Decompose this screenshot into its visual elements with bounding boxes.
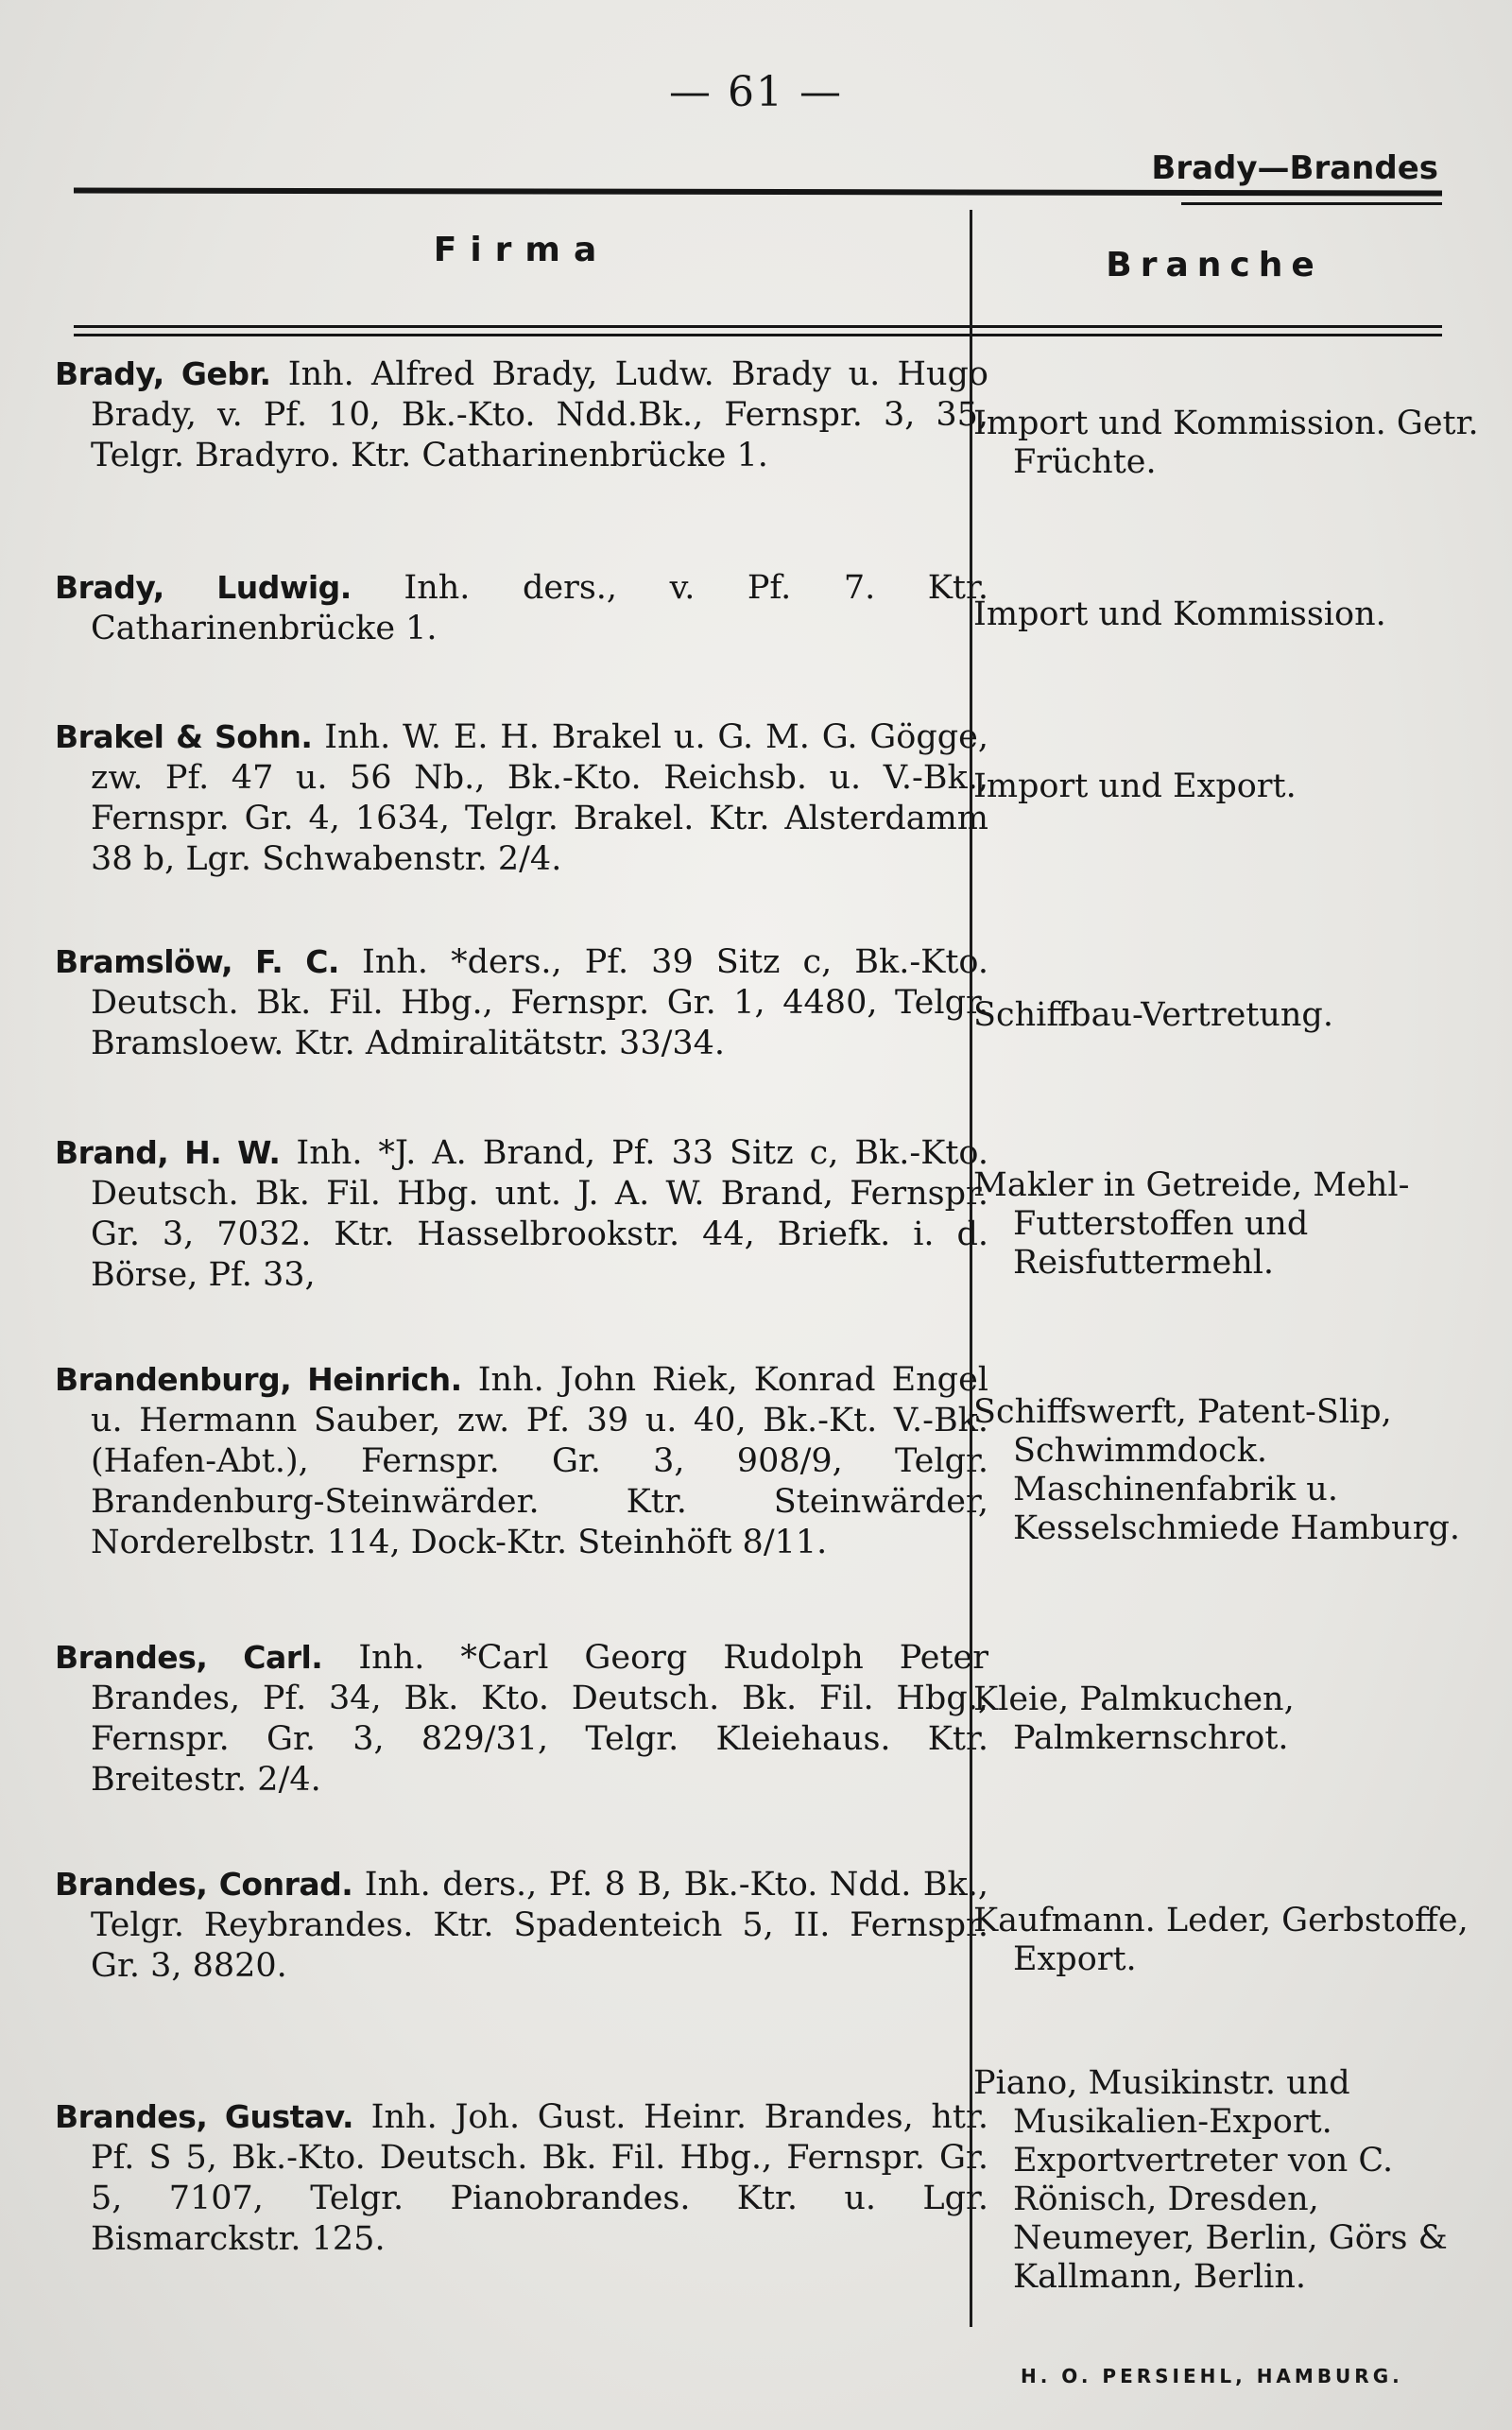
firm-name: Brady, Gebr.: [55, 355, 271, 392]
entry-firma: [55, 1864, 988, 1987]
entry-firma: [55, 1359, 988, 1563]
firm-name: Brakel & Sohn.: [55, 718, 313, 755]
firm-name: Brandenburg, Heinrich.: [55, 1361, 462, 1398]
firm-name: Brandes, Gustav.: [55, 2098, 353, 2135]
firm-details: Inh. *Carl Georg Rudolph Peter Brandes, Pf. 34, Bk. Kto. Deutsch. Bk. Fil. Hbg., Fernspr. Gr. 3, 829/31, Telgr. Kleiehaus. Ktr. Breitestr. 2/4.: [91, 1639, 988, 1799]
firm-details: Inh. Joh. Gust. Heinr. Brandes, htr. Pf. S 5, Bk.-Kto. Deutsch. Bk. Fil. Hbg., Fernspr. Gr. 5, 7107, Telgr. Pianobrandes. Ktr. u. Lgr. Bismarckstr. 125.: [91, 2098, 988, 2258]
entry-branche: Import und Kommission. Getr. Früchte.: [973, 405, 1479, 481]
header-rule: [74, 325, 1442, 328]
page-number: — 61 —: [669, 68, 843, 116]
header-rule-double: [74, 334, 1442, 336]
firm-details: Inh. Alfred Brady, Ludw. Brady u. Hugo Brady, v. Pf. 10, Bk.-Kto. Ndd.Bk., Fernspr. 3, 35, Telgr. Bradyro. Ktr. Catharinenbrücke 1.: [91, 355, 988, 474]
entry-branche: Import und Export.: [973, 767, 1297, 805]
entry-branche: Import und Kommission.: [973, 595, 1386, 633]
column-header-firma: Firma: [433, 231, 610, 269]
firm-name: Bramslöw, F. C.: [55, 943, 339, 980]
entry-firma: [55, 1132, 988, 1296]
column-header-branche: Branche: [1106, 246, 1323, 284]
firm-details: Inh. W. E. H. Brakel u. G. M. G. Gögge, zw. Pf. 47 u. 56 Nb., Bk.-Kto. Reichsb. u. V.-Bk., Fernspr. Gr. 4, 1634, Telgr. Brakel. Ktr. Alsterdamm 38 b, Lgr. Schwabenstr. 2/4.: [91, 718, 988, 878]
entry-firma: [55, 941, 988, 1064]
firm-details: Inh. *ders., Pf. 39 Sitz c, Bk.-Kto. Deutsch. Bk. Fil. Hbg., Fernspr. Gr. 1, 4480, Telgr. Bramsloew. Ktr. Admiralitätstr. 33/34.: [91, 943, 988, 1062]
running-head: Brady—Brandes: [1151, 149, 1438, 187]
firm-name: Brandes, Carl.: [55, 1639, 323, 1676]
entry-branche: Kleie, Palmkuchen, Palmkernschrot.: [973, 1680, 1295, 1757]
entry-branche: Kaufmann. Leder, Gerbstoffe, Export.: [973, 1902, 1469, 1978]
top-rule-short: [1181, 202, 1442, 205]
firm-details: Inh. ders., v. Pf. 7. Ktr. Catharinenbrücke 1.: [91, 569, 988, 647]
entry-firma: [55, 567, 988, 649]
firm-details: Inh. *J. A. Brand, Pf. 33 Sitz c, Bk.-Kto. Deutsch. Bk. Fil. Hbg. unt. J. A. W. Brand, Fernspr. Gr. 3, 7032. Ktr. Hasselbrookstr. 44, Briefk. i. d. Börse, Pf. 33,: [91, 1134, 988, 1294]
entry-firma: [55, 1637, 988, 1801]
firm-name: Brandes, Conrad.: [55, 1866, 353, 1903]
entry-branche: Makler in Getreide, Mehl-Futterstoffen und Reisfuttermehl.: [973, 1166, 1410, 1282]
entry-branche: Piano, Musikinstr. und Musikalien-Export. Exportvertreter von C. Rönisch, Dresden, Neumeyer, Berlin, Görs & Kallmann, Berlin.: [973, 2064, 1448, 2296]
top-rule: [74, 187, 1442, 196]
firm-name: Brand, H. W.: [55, 1134, 281, 1171]
firm-name: Brady, Ludwig.: [55, 569, 352, 606]
entry-firma: [55, 716, 988, 880]
entry-firma: [55, 353, 988, 476]
firm-details: Inh. ders., Pf. 8 B, Bk.-Kto. Ndd. Bk., Telgr. Reybrandes. Ktr. Spadenteich 5, II. Fernspr. Gr. 3, 8820.: [91, 1866, 988, 1985]
entry-firma: [55, 2096, 988, 2260]
entry-branche: Schiffswerft, Patent-Slip, Schwimmdock. Maschinenfabrik u. Kesselschmiede Hamburg.: [973, 1393, 1460, 1547]
printer-imprint: H. O. PERSIEHL, HAMBURG.: [1021, 2365, 1403, 2387]
entry-branche: Schiffbau-Vertretung.: [973, 996, 1333, 1034]
firm-details: Inh. John Riek, Konrad Engel u. Hermann Sauber, zw. Pf. 39 u. 40, Bk.-Kt. V.-Bk. (Hafen-Abt.), Fernspr. Gr. 3, 908/9, Telgr. Brandenburg-Steinwärder. Ktr. Steinwärder, Norderelbstr. 114, Dock-Ktr. Steinhöft 8/11.: [91, 1361, 988, 1561]
